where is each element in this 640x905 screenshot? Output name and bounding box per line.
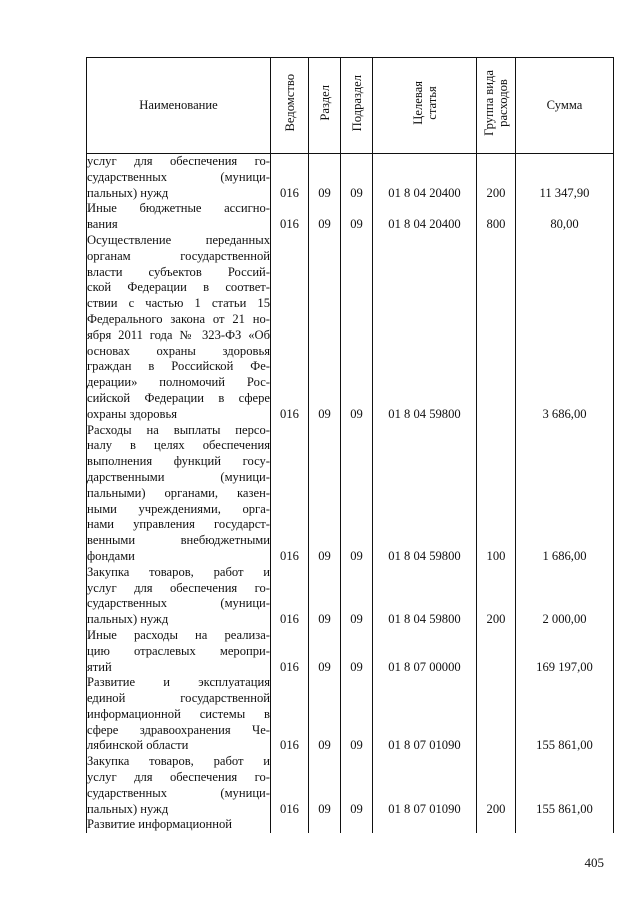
- row-section: 09: [309, 754, 341, 817]
- row-name-line: Иные бюджетные ассигно-: [87, 201, 270, 216]
- row-name-line: Развитие и эксплуатация: [87, 675, 270, 690]
- row-name-line: пальных) нужд: [87, 185, 169, 200]
- row-name-line: Иные расходы на реализа-: [87, 627, 270, 642]
- row-target-article: 01 8 04 20400: [373, 201, 477, 233]
- row-department: 016: [271, 201, 309, 233]
- row-name-line: пальными) органами, казен-: [87, 485, 270, 500]
- row-name-line: нами управления государст-: [87, 517, 270, 532]
- row-name-line: Осуществление переданных: [87, 232, 270, 247]
- table-row: [87, 817, 614, 833]
- row-subsection: 09: [341, 754, 373, 817]
- row-section: [309, 817, 341, 833]
- row-subsection: 09: [341, 201, 373, 233]
- row-target-article: [373, 817, 477, 833]
- row-name: [87, 817, 271, 833]
- row-section: 09: [309, 628, 341, 675]
- row-name-line: вания: [87, 217, 118, 232]
- row-expense-group: [477, 817, 516, 833]
- row-name-line: ской Федерации в соответ-: [87, 280, 270, 295]
- row-name-line: органам государственной: [87, 248, 270, 263]
- row-amount: 80,00: [516, 201, 614, 233]
- row-name-line: основах охраны здоровья: [87, 343, 270, 358]
- row-name-line: Развитие информационной: [87, 817, 233, 832]
- row-name-line: сударственных (муници-: [87, 169, 270, 184]
- row-name-line: Расходы на выплаты персо-: [87, 422, 270, 437]
- header-amount: Сумма: [516, 58, 614, 154]
- row-section: 09: [309, 565, 341, 628]
- row-expense-group: 200: [477, 154, 516, 202]
- row-subsection: 09: [341, 628, 373, 675]
- row-expense-group: 800: [477, 201, 516, 233]
- row-section: 09: [309, 201, 341, 233]
- row-target-article: 01 8 04 20400: [373, 154, 477, 202]
- row-subsection: 09: [341, 154, 373, 202]
- row-amount: 155 861,00: [516, 675, 614, 754]
- row-name-line: единой государственной: [87, 691, 270, 706]
- row-name-line: услуг для обеспечения го-: [87, 770, 270, 785]
- page-number: 405: [584, 855, 604, 870]
- row-name-line: ября 2011 года № 323-ФЗ «Об: [87, 327, 270, 342]
- row-department: 016: [271, 154, 309, 202]
- row-amount: 3 686,00: [516, 233, 614, 423]
- row-name-line: ными учреждениями, орга-: [87, 501, 270, 516]
- table-row: [87, 675, 614, 754]
- row-name-line: власти субъектов Россий-: [87, 264, 270, 279]
- header-subsection: Подраздел: [341, 58, 373, 154]
- row-target-article: 01 8 04 59800: [373, 233, 477, 423]
- table-row: [87, 565, 614, 628]
- row-name-line: граждан в Российской Фе-: [87, 359, 270, 374]
- row-expense-group: 200: [477, 754, 516, 817]
- row-amount: 155 861,00: [516, 754, 614, 817]
- row-department: 016: [271, 754, 309, 817]
- row-expense-group: 100: [477, 423, 516, 565]
- header-expense-group: Группа вида расходов: [477, 58, 516, 154]
- row-target-article: 01 8 04 59800: [373, 423, 477, 565]
- header-name: Наименование: [87, 58, 271, 154]
- header-target-article: Целевая статья: [373, 58, 477, 154]
- row-name: [87, 154, 271, 202]
- header-department: Ведомство: [271, 58, 309, 154]
- row-amount: 11 347,90: [516, 154, 614, 202]
- row-name-line: сийской Федерации в сфере: [87, 390, 270, 405]
- row-name-line: информационной системы в: [87, 706, 270, 721]
- row-name-line: сударственных (муници-: [87, 596, 270, 611]
- table-row: [87, 233, 614, 423]
- row-amount: 169 197,00: [516, 628, 614, 675]
- row-department: 016: [271, 628, 309, 675]
- row-expense-group: [477, 675, 516, 754]
- row-section: 09: [309, 233, 341, 423]
- table-header-row: [87, 58, 614, 154]
- row-section: 09: [309, 675, 341, 754]
- row-name: [87, 565, 271, 628]
- header-section: Раздел: [309, 58, 341, 154]
- row-target-article: 01 8 04 59800: [373, 565, 477, 628]
- row-name: [87, 233, 271, 423]
- row-name-line: пальных) нужд: [87, 801, 169, 816]
- table-row: [87, 423, 614, 565]
- row-name-line: ствии с частью 1 статьи 15: [87, 296, 270, 311]
- row-name-line: сударственных (муници-: [87, 785, 270, 800]
- row-name-line: дерации» полномочий Рос-: [87, 375, 270, 390]
- row-subsection: 09: [341, 675, 373, 754]
- row-name: [87, 201, 271, 233]
- row-subsection: [341, 817, 373, 833]
- row-name-line: цию отраслевых меропри-: [87, 643, 270, 658]
- row-subsection: 09: [341, 565, 373, 628]
- row-name-line: налу в целях обеспечения: [87, 438, 270, 453]
- table-row: [87, 628, 614, 675]
- row-amount: 1 686,00: [516, 423, 614, 565]
- row-name-line: Федерального закона от 21 но-: [87, 311, 270, 326]
- row-name-line: охраны здоровья: [87, 406, 178, 421]
- table-body: [87, 154, 614, 834]
- row-name-line: ятий: [87, 659, 112, 674]
- row-name-line: дарственными (муници-: [87, 469, 270, 484]
- row-section: 09: [309, 154, 341, 202]
- row-name-line: Закупка товаров, работ и: [87, 564, 270, 579]
- row-subsection: 09: [341, 423, 373, 565]
- row-name-line: Закупка товаров, работ и: [87, 754, 270, 769]
- row-department: 016: [271, 565, 309, 628]
- row-target-article: 01 8 07 00000: [373, 628, 477, 675]
- row-department: [271, 817, 309, 833]
- table-row: [87, 154, 614, 202]
- row-name-line: услуг для обеспечения го-: [87, 154, 270, 168]
- row-amount: 2 000,00: [516, 565, 614, 628]
- table-row: [87, 201, 614, 233]
- row-name: [87, 754, 271, 817]
- row-name: [87, 423, 271, 565]
- budget-table: [86, 57, 614, 833]
- row-expense-group: 200: [477, 565, 516, 628]
- row-target-article: 01 8 07 01090: [373, 754, 477, 817]
- row-expense-group: [477, 628, 516, 675]
- row-department: 016: [271, 675, 309, 754]
- row-name-line: венными внебюджетными: [87, 533, 270, 548]
- row-name-line: фондами: [87, 548, 135, 563]
- table-row: [87, 754, 614, 817]
- row-section: 09: [309, 423, 341, 565]
- row-target-article: 01 8 07 01090: [373, 675, 477, 754]
- row-subsection: 09: [341, 233, 373, 423]
- row-expense-group: [477, 233, 516, 423]
- row-name-line: выполнения функций госу-: [87, 454, 270, 469]
- row-department: 016: [271, 423, 309, 565]
- row-name: [87, 675, 271, 754]
- row-name-line: пальных) нужд: [87, 612, 169, 627]
- row-department: 016: [271, 233, 309, 423]
- row-name-line: сфере здравоохранения Че-: [87, 722, 270, 737]
- row-name-line: лябинской области: [87, 738, 189, 753]
- row-name-line: услуг для обеспечения го-: [87, 580, 270, 595]
- row-amount: [516, 817, 614, 833]
- row-name: [87, 628, 271, 675]
